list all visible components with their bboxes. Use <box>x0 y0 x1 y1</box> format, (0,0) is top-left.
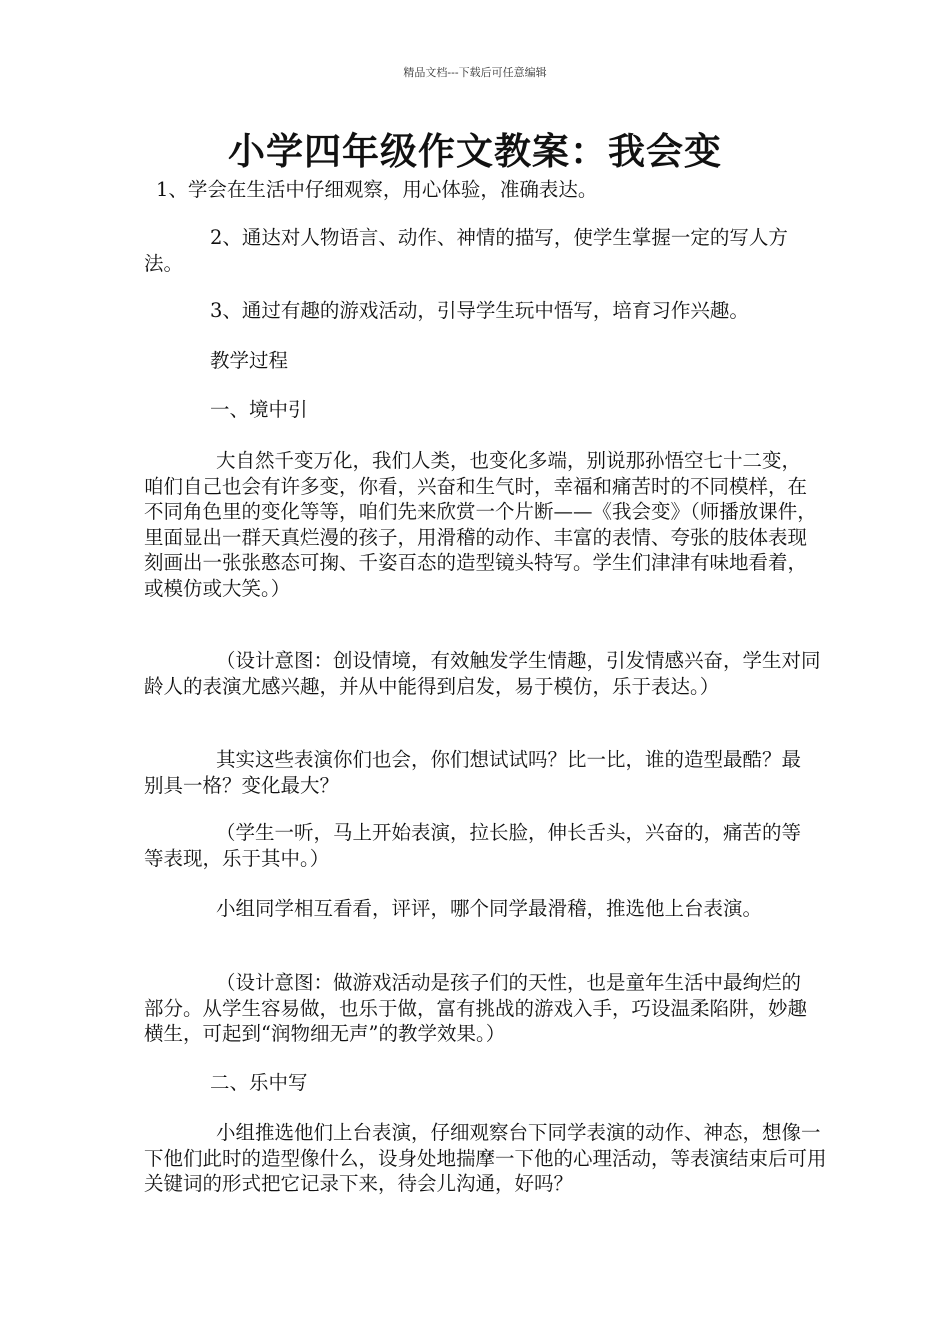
body-paragraph: 小组推选他们上台表演，仔细观察台下同学表演的动作、神态，想像一下他们此时的造型像什么，设身处地揣摩一下他的心理活动，等表演结束后可用关键词的形式把它记录下来，待会儿沟通，好吗？ <box>144 1121 827 1195</box>
objective-2: 2、通达对人物语言、动作、神情的描写，使学生掌握一定的写人方法。 <box>144 226 788 275</box>
section-heading-2: 二、乐中写 <box>210 1071 308 1094</box>
body-paragraph: 其实这些表演你们也会，你们想试试吗？比一比，谁的造型最酷？最别具一格？变化最大？ <box>144 748 802 797</box>
section-heading-1: 一、境中引 <box>210 398 308 421</box>
body-paragraph: （学生一听，马上开始表演，拉长脸，伸长舌头，兴奋的，痛苦的等等表现，乐于其中。） <box>144 821 802 870</box>
objective-3: 3、通过有趣的游戏活动，引导学生玩中悟写，培育习作兴趣。 <box>210 299 749 322</box>
design-intent-1: （设计意图：创设情境，有效触发学生情趣，引发情感兴奋，学生对同龄人的表演尤感兴趣，并从中能得到启发，易于模仿，乐于表达。） <box>144 649 821 698</box>
body-paragraph: 小组同学相互看看，评评，哪个同学最滑稽，推选他上台表演。 <box>216 897 763 920</box>
design-intent-2: （设计意图：做游戏活动是孩子们的天性，也是童年生活中最绚烂的部分。从学生容易做，也乐于做，富有挑战的游戏入手，巧设温柔陷阱，妙趣横生，可起到“润物细无声”的教学效果。） <box>144 971 808 1045</box>
document-title: 小学四年级作文教案：我会变 <box>228 129 722 173</box>
page-header: 精品文档---下载后可任意编辑 <box>403 66 547 79</box>
body-paragraph: 大自然千变万化，我们人类，也变化多端，别说那孙悟空七十二变，咱们自己也会有许多变，你看，兴奋和生气时，幸福和痛苦时的不同模样，在不同角色里的变化等等，咱们先来欣赏一个片断——《我会变》（师播放课件，里面显出一群天真烂漫的孩子，用滑稽的动作、丰富的表情、夸张的肢体表现刻画出一张张憨态可掬、千姿百态的造型镜头特写。学生们津津有味地看着，或模仿或大笑。） <box>144 449 817 600</box>
section-heading-process: 教学过程 <box>210 349 289 372</box>
objective-1: 1、学会在生活中仔细观察，用心体验，准确表达。 <box>156 178 598 201</box>
